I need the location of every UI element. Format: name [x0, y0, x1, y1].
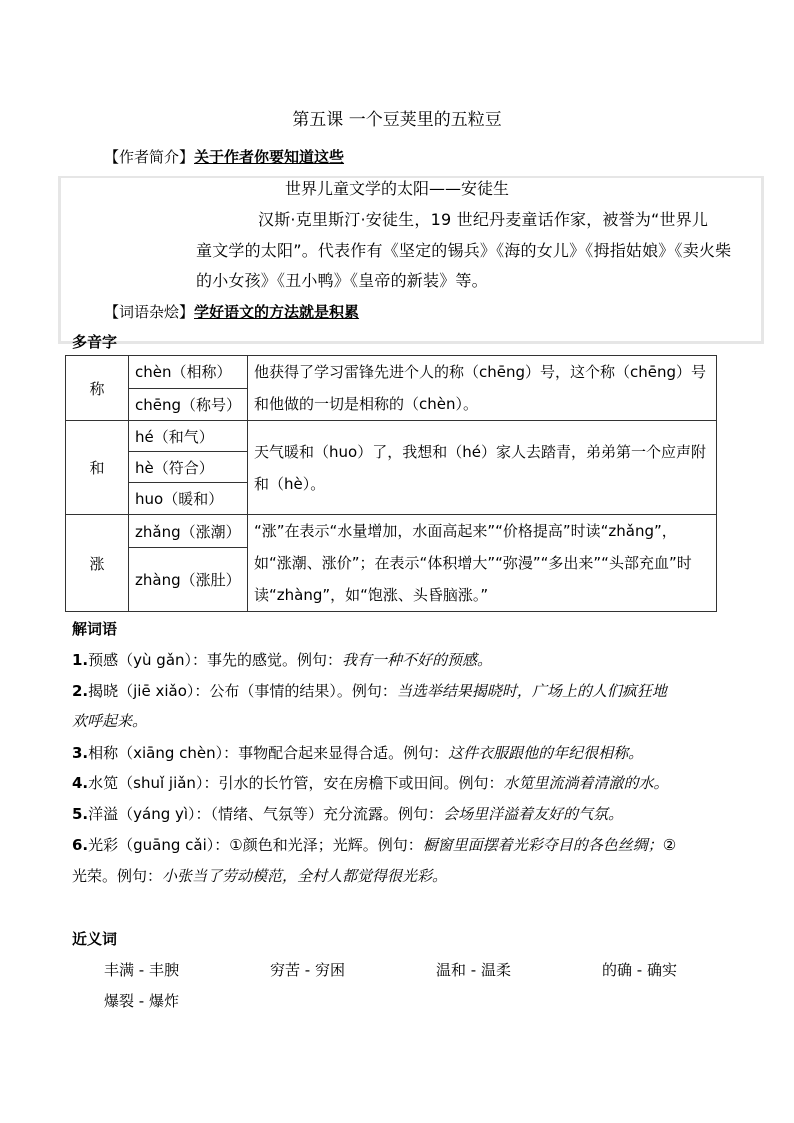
- definition-number: 5.: [72, 805, 89, 823]
- definition-number: 1.: [72, 651, 89, 669]
- definition-item: [72, 742, 643, 763]
- definition-item: [72, 710, 147, 731]
- definition-text: 预感（yù gǎn）：事先的感觉。例句：: [88, 651, 343, 669]
- definition-item: [72, 649, 492, 670]
- author-section-label: 【作者简介】: [104, 148, 195, 166]
- definition-text: 光荣。例句：: [72, 867, 163, 885]
- synonym-pair: 穷苦 - 穷困: [270, 961, 345, 979]
- polyphone-reading: hé（和气）: [129, 421, 248, 452]
- definition-example: 橱窗里面摆着光彩夺目的各色丝绸；②: [422, 836, 677, 854]
- page-title: 第五课 一个豆荚里的五粒豆: [292, 110, 502, 130]
- definition-text: 揭晓（jiē xiǎo）：公布（事情的结果）。例句：: [88, 682, 397, 700]
- definition-number: 2.: [72, 682, 89, 700]
- definition-number: 3.: [72, 744, 89, 762]
- definition-number: 6.: [72, 836, 89, 854]
- polyphone-char: 涨: [66, 515, 129, 612]
- definition-item: [72, 803, 623, 824]
- polyphone-reading: chèn（相称）: [129, 356, 248, 389]
- polyphone-example: 天气暖和（huo）了，我想和（hé）家人去踏青，弟弟第一个应声附和（hè）。: [248, 421, 717, 515]
- polyphone-char: 称: [66, 356, 129, 421]
- definition-text: 相称（xiāng chèn）：事物配合起来显得合适。例句：: [88, 744, 449, 762]
- words-section-subtitle: 学好语文的方法就是积累: [194, 303, 360, 321]
- synonym-pair: 丰满 - 丰腴: [104, 961, 179, 979]
- definition-example: 我有一种不好的预感。: [342, 651, 493, 669]
- definition-example: 水笕里流淌着清澈的水。: [503, 774, 669, 792]
- polyphone-reading: chēng（称号）: [129, 388, 248, 421]
- synonym-pair: 温和 - 温柔: [436, 961, 511, 979]
- definition-text: 光彩（guāng cǎi）：①颜色和光泽；光辉。例句：: [88, 836, 423, 854]
- polyphone-reading: hè（符合）: [129, 452, 248, 483]
- definition-text: 水笕（shuǐ jiǎn）：引水的长竹管，安在房檐下或田间。例句：: [88, 774, 504, 792]
- synonym-pair: 的确 - 确实: [602, 961, 677, 979]
- definitions-heading: 解词语: [72, 620, 118, 638]
- definition-item: [72, 834, 676, 855]
- definition-item: [72, 680, 667, 701]
- definition-item: [72, 772, 668, 793]
- table-row: [66, 515, 717, 548]
- words-section-label: 【词语杂烩】: [104, 303, 195, 321]
- definition-example: 会场里洋溢着友好的气氛。: [443, 805, 624, 823]
- definition-number: 4.: [72, 774, 89, 792]
- bio-line: 汉斯·克里斯汀·安徒生，19 世纪丹麦童话作家，被誉为“世界儿: [258, 210, 709, 229]
- polyphone-heading: 多音字: [72, 333, 118, 351]
- polyphone-reading: huo（暖和）: [129, 483, 248, 515]
- polyphone-char: 和: [66, 421, 129, 515]
- definition-item: [72, 865, 447, 886]
- definition-example: 欢呼起来。: [72, 712, 148, 730]
- words-section-heading: [104, 301, 359, 322]
- definition-text: 洋溢（yáng yì）：（情绪、气氛等）充分流露。例句：: [88, 805, 444, 823]
- synonyms-heading: 近义词: [72, 930, 118, 948]
- bio-line: 的小女孩》《丑小鸭》《皇帝的新装》等。: [196, 271, 488, 290]
- author-section-heading: [104, 146, 344, 167]
- definition-example: 小张当了劳动模范，全村人都觉得很光彩。: [162, 867, 448, 885]
- bio-heading: 世界儿童文学的太阳——安徒生: [284, 179, 509, 198]
- synonym-pair: 爆裂 - 爆炸: [104, 992, 179, 1010]
- table-row: [66, 356, 717, 389]
- polyphone-reading: zhàng（涨肚）: [129, 548, 248, 612]
- bio-line: 童文学的太阳”。代表作有《坚定的锡兵》《海的女儿》《拇指姑娘》《卖火柴: [196, 241, 732, 260]
- polyphone-example: “涨”在表示“水量增加，水面高起来”“价格提高”时读“zhǎng”，如“涨潮、涨价”；在表示“体积增大”“弥漫”“多出来”“头部充血”时读“zhàng”，如“饱涨、头昏脑涨。”: [248, 515, 717, 612]
- definition-example: 当选举结果揭晓时，广场上的人们疯狂地: [396, 682, 667, 700]
- polyphone-reading: zhǎng（涨潮）: [129, 515, 248, 548]
- definition-example: 这件衣服跟他的年纪很相称。: [448, 744, 644, 762]
- table-row: [66, 421, 717, 452]
- author-section-subtitle: 关于作者你要知道这些: [194, 148, 345, 166]
- polyphone-example: 他获得了学习雷锋先进个人的称（chēng）号，这个称（chēng）号和他做的一切是相称的（chèn）。: [248, 356, 717, 421]
- polyphone-table: [65, 355, 717, 612]
